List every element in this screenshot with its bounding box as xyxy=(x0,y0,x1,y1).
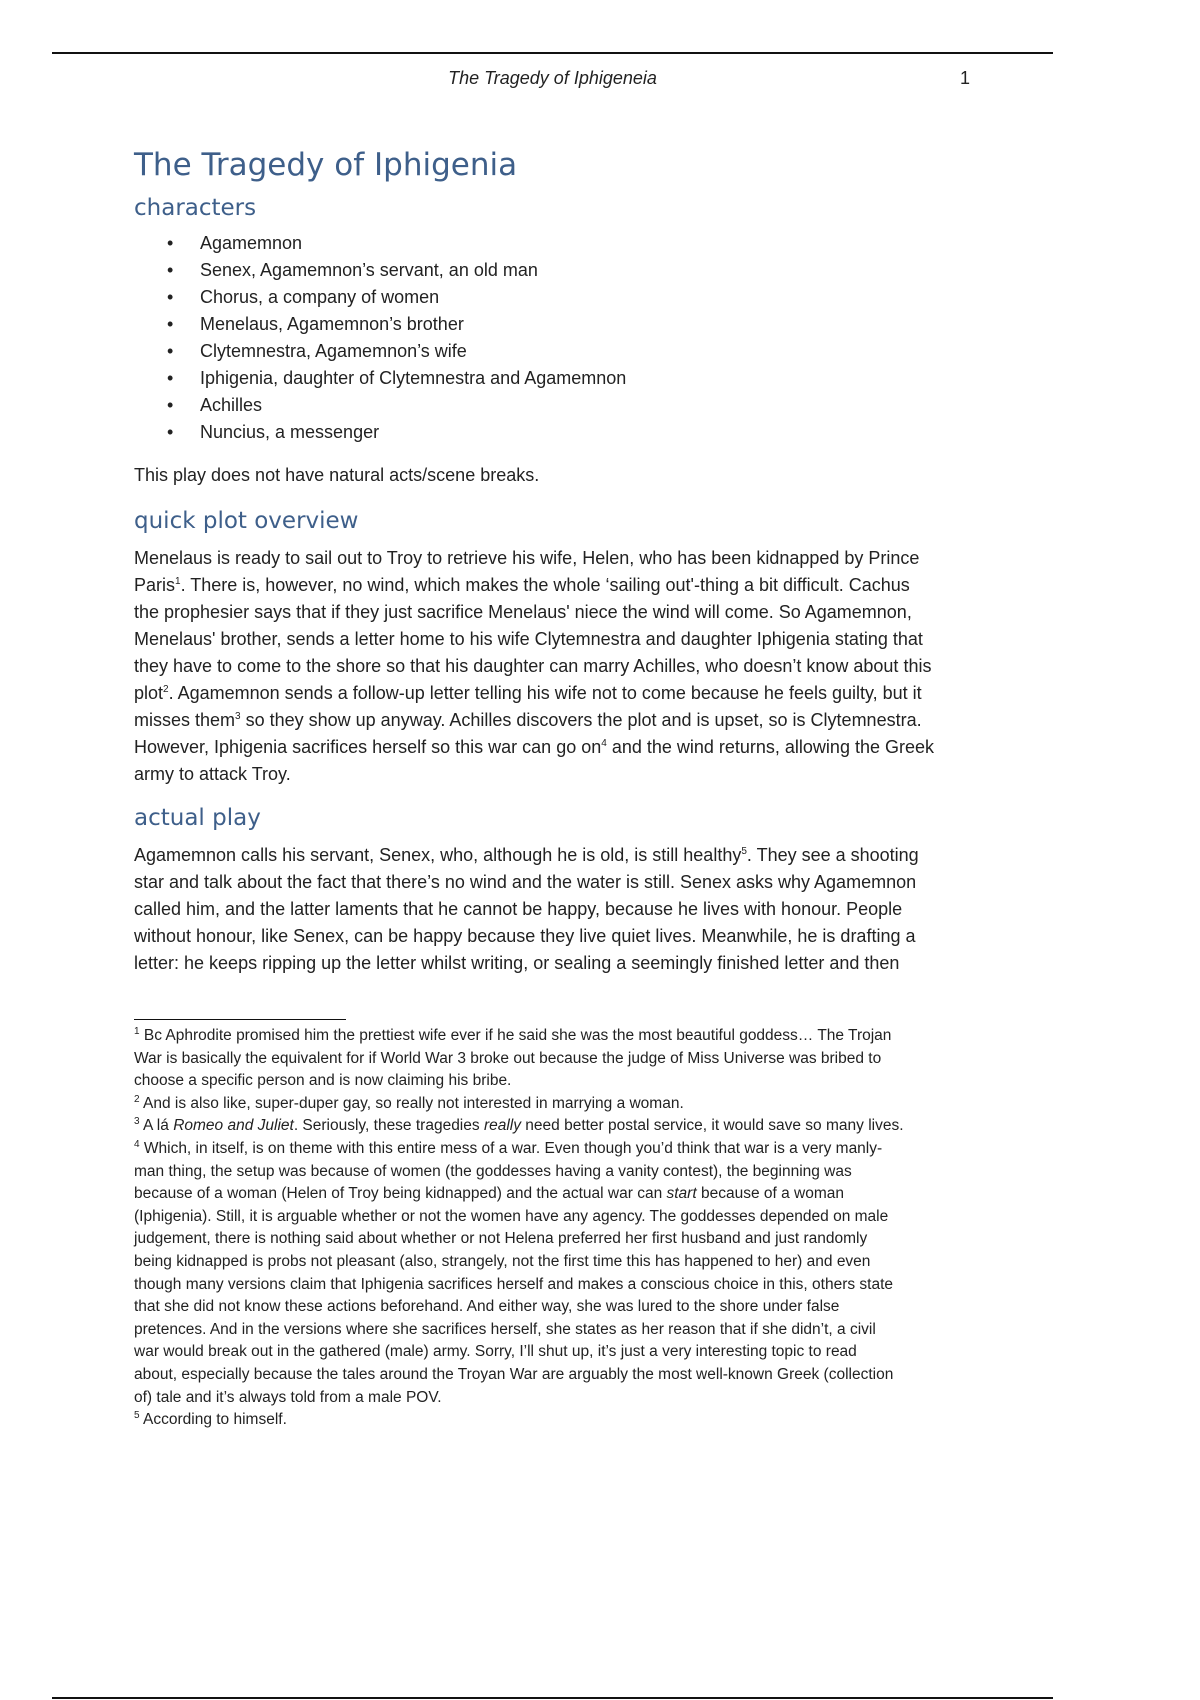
text-run: Agamemnon calls his servant, Senex, who, although he is old, is still healthy xyxy=(134,845,742,865)
text-line xyxy=(134,1341,994,1364)
text-run: . They see a shooting xyxy=(746,845,919,865)
text-run: star and talk about the fact that there’s no wind and the water is still. Senex asks why Agamemnon xyxy=(134,872,917,892)
text-line xyxy=(134,1138,994,1161)
footnote-marker: 5 xyxy=(741,846,747,857)
text-line xyxy=(134,626,994,653)
text-line xyxy=(134,1048,994,1071)
text-line xyxy=(134,1115,994,1138)
text-run: . Seriously, these tragedies xyxy=(293,1117,484,1135)
document-title: The Tragedy of Iphigenia xyxy=(134,147,518,183)
text-line xyxy=(134,950,994,977)
text-line xyxy=(134,1251,994,1274)
text-run: because of a woman xyxy=(696,1185,844,1203)
text-line xyxy=(134,653,994,680)
text-run: so they show up anyway. Achilles discovers the plot and is upset, so is Clytemnestra. xyxy=(240,710,922,730)
text-line xyxy=(134,896,994,923)
list-item: • Chorus, a company of women xyxy=(134,284,994,311)
text-line xyxy=(134,1387,994,1410)
character-list xyxy=(134,230,994,446)
text-run: choose a specific person and is now claiming his bribe. xyxy=(134,1072,512,1090)
footnote-marker: 4 xyxy=(134,1138,140,1150)
text-line xyxy=(134,707,994,734)
text-run: army to attack Troy. xyxy=(134,764,291,784)
footnote-marker: 2 xyxy=(134,1093,140,1105)
text-run: judgement, there is nothing said about whether or not Helena preferred her first husband and just randomly xyxy=(134,1230,868,1248)
text-line xyxy=(134,680,994,707)
actual-play-paragraph xyxy=(134,842,994,977)
text-run: War is basically the equivalent for if World War 3 broke out because the judge of Miss Universe was bribed to xyxy=(134,1049,882,1067)
text-line xyxy=(134,734,994,761)
text-run: . There is, however, no wind, which makes the whole ‘sailing out'-thing a bit difficult. Cachus xyxy=(180,575,910,595)
text-run: Menelaus' brother, sends a letter home to his wife Clytemnestra and daughter Iphigenia stating that xyxy=(134,629,923,649)
text-run: being kidnapped is probs not pleasant (also, strangely, not the first time this has happened to her) and even xyxy=(134,1252,871,1270)
text-line xyxy=(134,572,994,599)
footnote-marker: 1 xyxy=(175,576,181,587)
text-line xyxy=(134,1161,994,1184)
text-run: pretences. And in the versions where she sacrifices herself, she states as her reason that if she didn’t, a civil xyxy=(134,1320,876,1338)
footnote-marker: 5 xyxy=(134,1409,140,1421)
text-run: because of a woman (Helen of Troy being kidnapped) and the actual war can xyxy=(134,1185,667,1203)
text-run: of) tale and it’s always told from a male POV. xyxy=(134,1388,442,1406)
list-item: • Nuncius, a messenger xyxy=(134,419,994,446)
text-line xyxy=(134,599,994,626)
text-run: that she did not know these actions beforehand. And either way, she was lured to the shore under false xyxy=(134,1298,840,1316)
text-run: the prophesier says that if they just sacrifice Menelaus' niece the wind will come. So Agamemnon, xyxy=(134,602,912,622)
text-line xyxy=(134,1274,994,1297)
document-body xyxy=(134,140,994,977)
text-line xyxy=(134,1228,994,1251)
footnote-marker: 3 xyxy=(235,711,241,722)
text-run: and the wind returns, allowing the Greek xyxy=(606,737,934,757)
text-line xyxy=(134,761,994,788)
heading-overview: quick plot overview xyxy=(134,508,359,534)
text-run: (Iphigenia). Still, it is arguable whether or not the women have any agency. The goddesses depended on male xyxy=(134,1207,889,1225)
italic-text: really xyxy=(483,1117,521,1135)
footnotes xyxy=(134,1025,994,1432)
footnote-marker: 3 xyxy=(134,1116,140,1128)
list-item: • Senex, Agamemnon’s servant, an old man xyxy=(134,257,994,284)
list-item: • Clytemnestra, Agamemnon’s wife xyxy=(134,338,994,365)
text-run: letter: he keeps ripping up the letter whilst writing, or sealing a seemingly finished letter and then xyxy=(134,953,900,973)
heading-actual-play: actual play xyxy=(134,805,261,831)
text-line xyxy=(134,1206,994,1229)
page-number: 1 xyxy=(960,68,971,88)
text-line xyxy=(134,1296,994,1319)
text-run: Which, in itself, is on theme with this entire mess of a war. Even though you’d think that war is a very manly- xyxy=(139,1139,883,1157)
text-line xyxy=(134,1409,994,1432)
list-item: • Iphigenia, daughter of Clytemnestra and Agamemnon xyxy=(134,365,994,392)
text-run: they have to come to the shore so that his daughter can marry Achilles, who doesn’t know about this xyxy=(134,656,932,676)
list-item: • Menelaus, Agamemnon’s brother xyxy=(134,311,994,338)
italic-text: start xyxy=(666,1185,697,1203)
header-rule xyxy=(52,52,1053,54)
text-run: war would break out in the gathered (male) army. Sorry, I’ll shut up, it’s just a very interesting topic to read xyxy=(134,1343,857,1361)
running-header-title: The Tragedy of Iphigeneia xyxy=(448,68,657,88)
text-run: plot xyxy=(134,683,164,703)
acts-note: This play does not have natural acts/scene breaks. xyxy=(134,465,540,485)
text-line xyxy=(134,869,994,896)
text-run: called him, and the latter laments that he cannot be happy, because he lives with honour. People xyxy=(134,899,903,919)
text-line xyxy=(134,545,994,572)
list-item: • Agamemnon xyxy=(134,230,994,257)
text-line xyxy=(134,842,994,869)
heading-characters: characters xyxy=(134,195,257,221)
list-item: • Achilles xyxy=(134,392,994,419)
text-line xyxy=(134,1025,994,1048)
text-run: Bc Aphrodite promised him the prettiest wife ever if he said she was the most beautiful goddess… The Trojan xyxy=(139,1027,892,1044)
footnote-marker: 1 xyxy=(134,1025,140,1037)
text-line xyxy=(134,1183,994,1206)
text-run: about, especially because the tales around the Troyan War are arguably the most well-known Greek (collection xyxy=(134,1365,894,1383)
text-line xyxy=(134,1070,994,1093)
text-line xyxy=(134,1093,994,1116)
text-run: Menelaus is ready to sail out to Troy to retrieve his wife, Helen, who has been kidnapped by Prince xyxy=(134,548,920,568)
overview-paragraph xyxy=(134,545,994,788)
text-run: A lá xyxy=(139,1117,174,1135)
text-run: And is also like, super-duper gay, so really not interested in marrying a woman. xyxy=(139,1094,684,1112)
text-line xyxy=(134,1364,994,1387)
text-run: However, Iphigenia sacrifices herself so this war can go on xyxy=(134,737,602,757)
text-run: though many versions claim that Iphigenia sacrifices herself and makes a conscious choice in this, others state xyxy=(134,1275,894,1293)
footnote-marker: 4 xyxy=(601,738,607,749)
italic-text: Romeo and Juliet xyxy=(173,1117,294,1135)
text-line xyxy=(134,923,994,950)
footnote-marker: 2 xyxy=(163,684,169,695)
text-run: need better postal service, it would save so many lives. xyxy=(520,1117,904,1135)
text-run: . Agamemnon sends a follow-up letter telling his wife not to come because he feels guilty, but it xyxy=(168,683,922,703)
footer-rule xyxy=(52,1697,1053,1699)
footnote-separator xyxy=(134,1019,346,1020)
text-run: without honour, like Senex, can be happy because they live quiet lives. Meanwhile, he is drafting a xyxy=(134,926,916,946)
text-run: Paris xyxy=(134,575,176,595)
text-line xyxy=(134,1319,994,1342)
text-run: man thing, the setup was because of women (the goddesses having a vanity contest), the beginning was xyxy=(134,1162,852,1180)
text-run: misses them xyxy=(134,710,236,730)
text-run: According to himself. xyxy=(139,1411,287,1429)
